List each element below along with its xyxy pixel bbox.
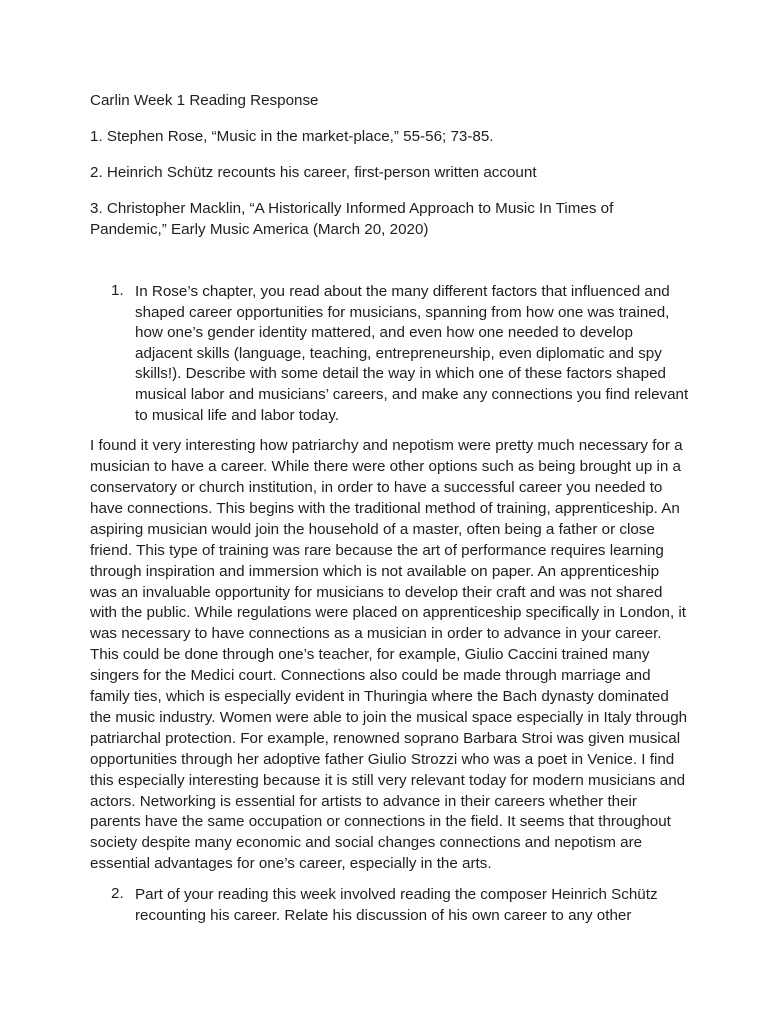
- reference-3: 3. Christopher Macklin, “A Historically Informed Approach to Music In Times of Pandemic,” Early Music America (March 20, 2020): [90, 200, 614, 238]
- question-1-number: 1.: [111, 282, 124, 299]
- question-1-text: In Rose’s chapter, you read about the many different factors that influenced and shaped career opportunities for musicians, spanning from how one was trained, how one’s gender identity mattered, and even how one needed to develop adjacent skills (language, teaching, entrepreneurship, even diplomatic and spy skills!). Describe with some detail the way in which one of these factors shaped musical labor and musicians’ careers, and make any connections you find relevant to musical life and labor today.: [135, 283, 689, 424]
- reference-2: 2. Heinrich Schütz recounts his career, first-person written account: [90, 164, 537, 181]
- question-2-text: Part of your reading this week involved reading the composer Heinrich Schütz recounting his career. Relate his discussion of his own career to any other: [135, 886, 658, 924]
- reference-1: 1. Stephen Rose, “Music in the market-place,” 55-56; 73-85.: [90, 128, 494, 145]
- question-2: [90, 885, 690, 926]
- document-title: Carlin Week 1 Reading Response: [90, 92, 319, 109]
- document-page: [90, 90, 690, 926]
- answer-1-paragraph: I found it very interesting how patriarchy and nepotism were pretty much necessary for a musician to have a career. While there were other options such as being brought up in a conservatory or church institution, in order to have a successful career you needed to have connections. This begins with the traditional method of training, apprenticeship. An aspiring musician would join the household of a master, often being a father or close friend. This type of training was rare because the art of performance requires learning through inspiration and immersion which is not available on paper. An apprenticeship was an invaluable opportunity for musicians to develop their craft and was not shared with the public. While regulations were placed on apprenticeship specifically in London, it was necessary to have connections as a musician in order to advance in your career. This could be done through one’s teacher, for example, Giulio Caccini trained many singers for the Medici court. Connections also could be made through marriage and family ties, which is especially evident in Thuringia where the Bach dynasty dominated the music industry. Women were able to join the musical space especially in Italy through patriarchal protection. For example, renowned soprano Barbara Stroi was given musical opportunities through her adoptive father Giulio Strozzi who was a poet in Venice. I find this especially interesting because it is still very relevant today for modern musicians and actors. Networking is essential for artists to advance in their careers whether their parents have the same occupation or connections in the field. It seems that throughout society despite many economic and social changes connections and nepotism are essential advantages for one’s career, especially in the arts.: [90, 437, 688, 873]
- question-1: [90, 282, 690, 426]
- question-2-number: 2.: [111, 885, 124, 903]
